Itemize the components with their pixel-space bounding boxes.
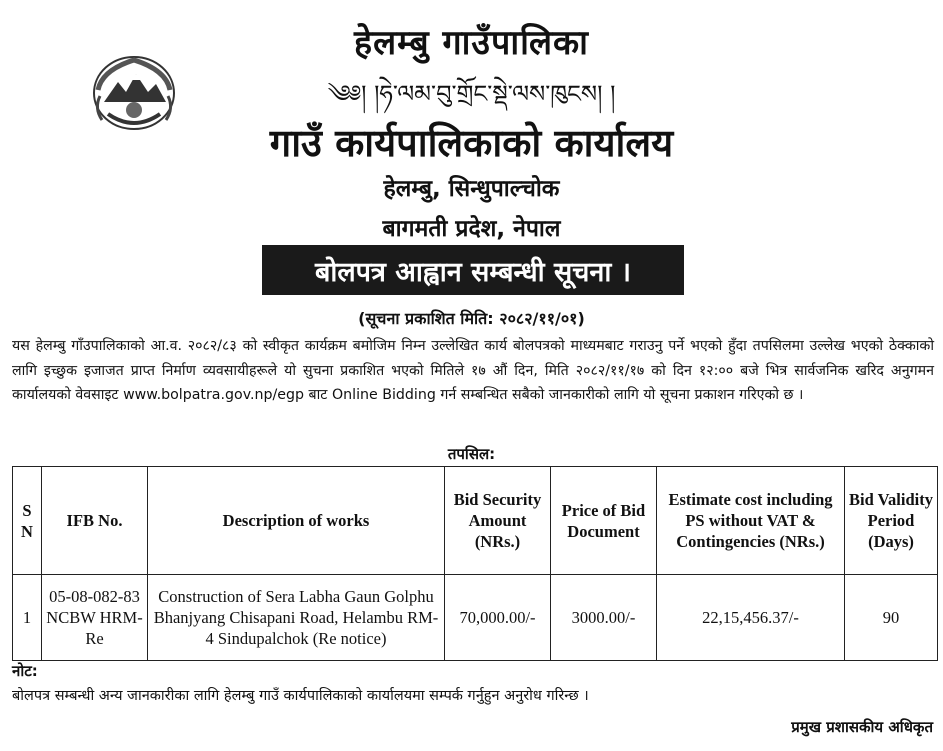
tibetan-line: ༄༅། །ཧེ་ལམ་བུ་གྲོང་སྡེ་ལས་ཁུངས། ། (327, 80, 616, 108)
bid-table (12, 466, 938, 661)
cell-bid-validity: 90 (845, 575, 938, 661)
cell-sn: 1 (13, 575, 42, 661)
header-ifb: IFB No. (42, 467, 148, 575)
header-bid-security: Bid Security Amount (NRs.) (445, 467, 551, 575)
header-bid-validity: Bid Validity Period (Days) (845, 467, 938, 575)
header-description: Description of works (148, 467, 445, 575)
cell-price-bid-document: 3000.00/- (551, 575, 657, 661)
note-label: नोट: (12, 662, 38, 680)
cell-ifb: 05-08-082-83 NCBW HRM-Re (42, 575, 148, 661)
cell-bid-security: 70,000.00/- (445, 575, 551, 661)
cell-estimate-cost: 22,15,456.37/- (657, 575, 845, 661)
schedule-label: तपसिल: (447, 445, 496, 463)
signature-title: प्रमुख प्रशासकीय अधिकृत (791, 718, 933, 736)
header-price-bid-document: Price of Bid Document (551, 467, 657, 575)
published-date: (सूचना प्रकाशित मिति: २०८२/११/०१) (358, 309, 585, 328)
header-estimate-cost: Estimate cost including PS without VAT & Contingencies (NRs.) (657, 467, 845, 575)
office-location: हेलम्बु, सिन्धुपाल्चोक (383, 176, 560, 202)
office-province: बागमती प्रदेश, नेपाल (382, 216, 561, 242)
office-title: गाउँ कार्यपालिकाको कार्यालय (269, 121, 674, 165)
notice-banner: बोलपत्र आह्वान सम्बन्धी सूचना । (262, 245, 684, 295)
notice-body: यस हेलम्बु गाँउपालिकाको आ.व. २०८२/८३ को स्वीकृत कार्यक्रम बमोजिम निम्न उल्लेखित कार्य बोलपत्रको माध्यमबाट गराउनु पर्ने भएको हुँदा तपसिलमा उल्लेख भएको ठेक्काको लागि इच्छुक इजाजत प्राप्त निर्माण व्यवसायीहरूले यो सुचना प्रकाशित भएको मितिले १७ औं दिन, मिति २०८२/११/१७ को दिन १२:०० बजे भित्र सार्वजनिक खरिद अनुगमन कार्यालयको वेवसाइट www.bolpatra.gov.np/egp बाट Online Bidding गर्न सम्बन्धित सबैको जानकारीको लागि यो सूचना प्रकाशन गरिएको छ । (12, 338, 934, 403)
table-row (13, 575, 938, 661)
table-header-row (13, 467, 938, 575)
municipality-name: हेलम्बु गाउँपालिका (354, 23, 589, 63)
header-sn: S N (13, 467, 42, 575)
note-text: बोलपत्र सम्बन्धी अन्य जानकारीका लागि हेलम्बु गाउँ कार्यपालिकाको कार्यालयमा सम्पर्क गर्नुहुन अनुरोध गरिन्छ । (12, 688, 589, 704)
cell-description: Construction of Sera Labha Gaun Golphu Bhanjyang Chisapani Road, Helambu RM-4 Sindupalchok (Re notice) (148, 575, 445, 661)
